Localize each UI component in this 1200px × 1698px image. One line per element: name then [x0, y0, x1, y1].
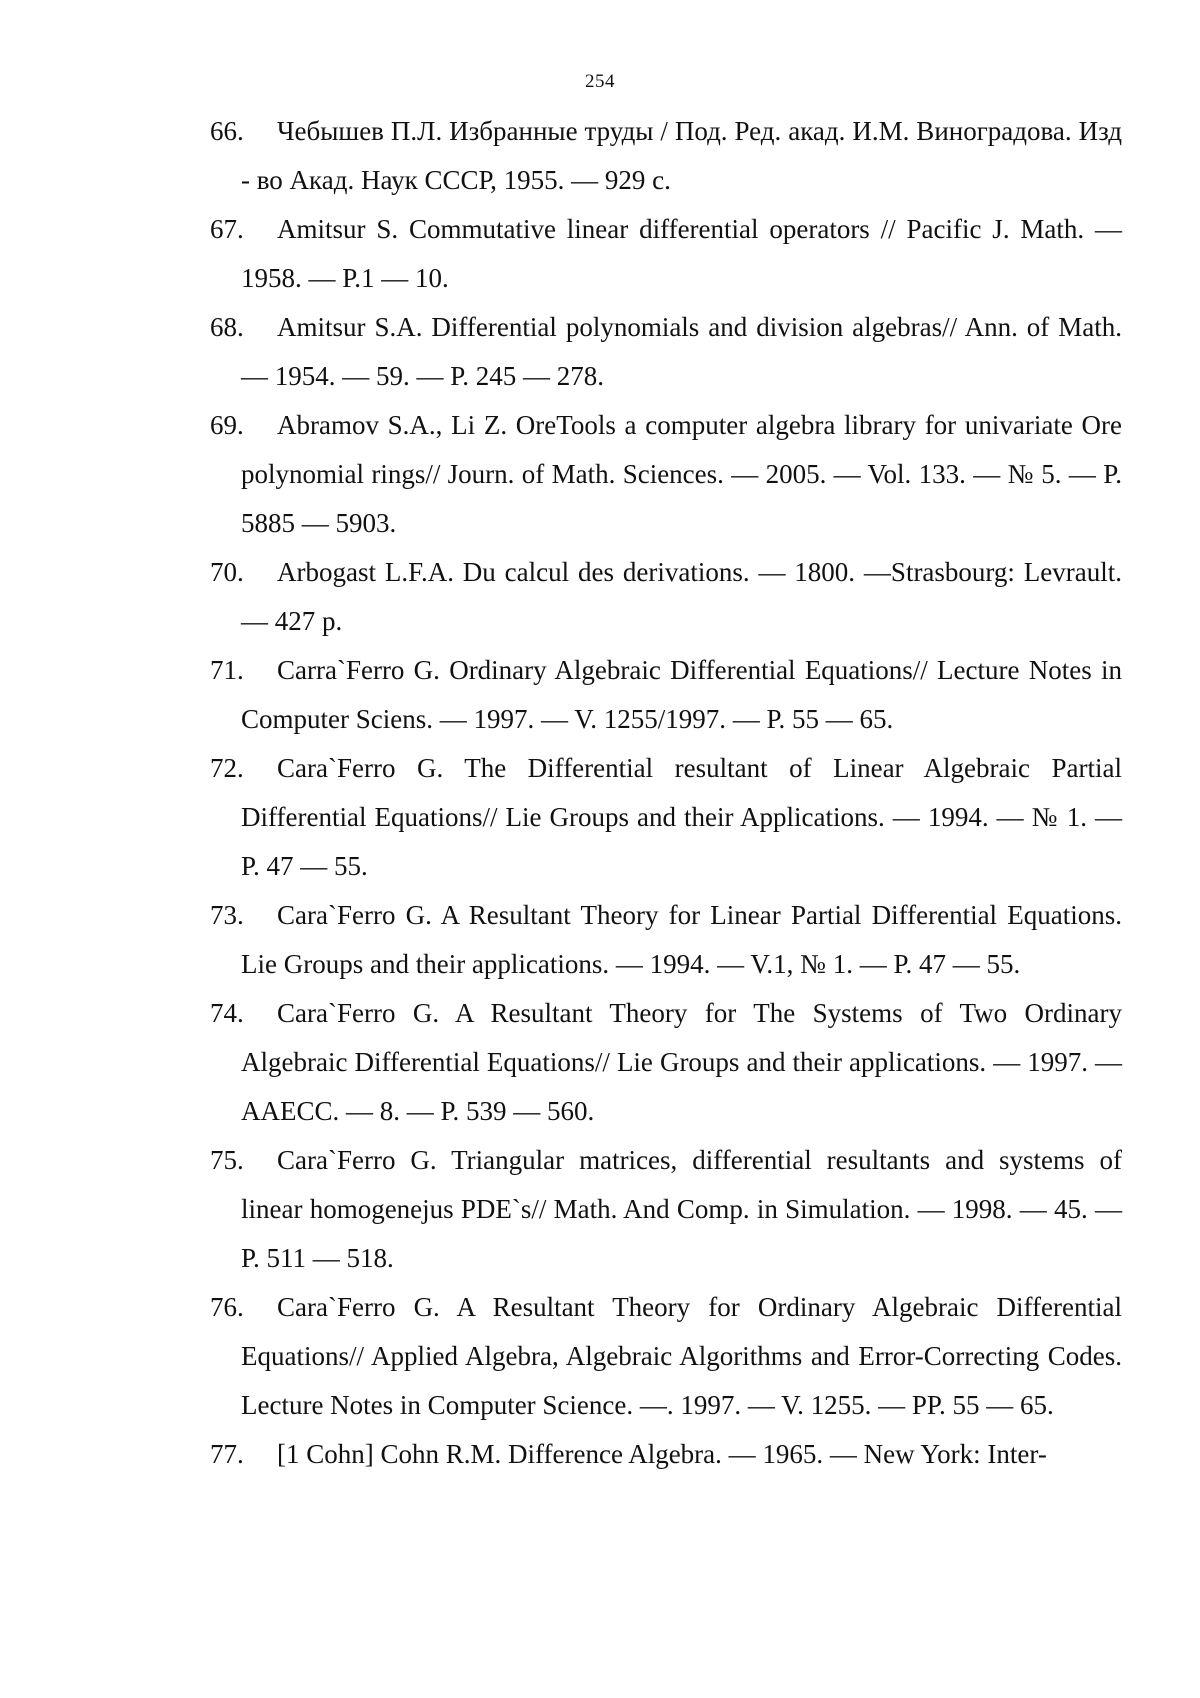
reference-text: Cara`Ferro G. A Resultant Theory for The Systems of Two Ordinary Algebraic Differential Equations// Lie Groups and their applications. — 1997. — AAECC. — 8. — P. 539 — 560. — [241, 998, 1122, 1126]
reference-text: Carra`Ferro G. Ordinary Algebraic Differential Equations// Lecture Notes in Computer Sciens. — 1997. — V. 1255/1997. — P. 55 — 65. — [241, 655, 1122, 734]
reference-item — [210, 1430, 1122, 1479]
reference-text: [1 Cohn] Cohn R.M. Difference Algebra. — 1965. — New York: Inter- — [277, 1439, 1047, 1469]
reference-text: Cara`Ferro G. A Resultant Theory for Ordinary Algebraic Differential Equations// Applied Algebra, Algebraic Algorithms and Error-Correcting Codes. Lecture Notes in Computer Science. —. 1997. — V. 1255. — PP. 55 — 65. — [241, 1292, 1122, 1420]
reference-item — [210, 891, 1122, 989]
reference-text: Amitsur S.A. Differential polynomials and division algebras// Ann. of Math. — 1954. — 59. — P. 245 — 278. — [241, 312, 1122, 391]
reference-number: 76. — [210, 1292, 244, 1322]
reference-text: Чебышев П.Л. Избранные труды / Под. Ред. акад. И.М. Виноградова. Изд - во Акад. Наук СССР, 1955. — 929 с. — [241, 116, 1122, 195]
reference-number: 70. — [210, 557, 244, 587]
reference-text: Abramov S.A., Li Z. OreTools a computer algebra library for univariate Ore polynomial rings// Journ. of Math. Sciences. — 2005. — Vol. 133. — № 5. — P. 5885 — 5903. — [241, 410, 1122, 538]
reference-item — [210, 989, 1122, 1136]
page-number: 254 — [585, 71, 615, 92]
reference-number: 77. — [210, 1439, 244, 1469]
reference-item — [210, 646, 1122, 744]
reference-text: Amitsur S. Commutative linear differential operators // Pacific J. Math. — 1958. — P.1 — 10. — [241, 214, 1122, 293]
reference-list — [210, 107, 1122, 1479]
reference-item — [210, 401, 1122, 548]
reference-number: 72. — [210, 753, 244, 783]
reference-number: 68. — [210, 312, 244, 342]
reference-number: 73. — [210, 900, 244, 930]
reference-text: Arbogast L.F.A. Du calcul des derivations. — 1800. —Strasbourg: Levrault. — 427 p. — [241, 557, 1122, 636]
reference-item — [210, 303, 1122, 401]
reference-number: 75. — [210, 1145, 244, 1175]
reference-number: 69. — [210, 410, 244, 440]
reference-number: 66. — [210, 116, 244, 146]
reference-item — [210, 548, 1122, 646]
reference-text: Cara`Ferro G. The Differential resultant of Linear Algebraic Partial Differential Equations// Lie Groups and their Applications. — 1994. — № 1. — P. 47 — 55. — [241, 753, 1122, 881]
reference-item — [210, 107, 1122, 205]
reference-number: 74. — [210, 998, 244, 1028]
reference-text: Cara`Ferro G. A Resultant Theory for Linear Partial Differential Equations. Lie Groups and their applications. — 1994. — V.1, № 1. — P. 47 — 55. — [241, 900, 1122, 979]
reference-number: 67. — [210, 214, 244, 244]
reference-item — [210, 744, 1122, 891]
reference-item — [210, 1283, 1122, 1430]
reference-text: Cara`Ferro G. Triangular matrices, differential resultants and systems of linear homogenejus PDE`s// Math. And Comp. in Simulation. — 1998. — 45. — P. 511 — 518. — [241, 1145, 1122, 1273]
reference-item — [210, 205, 1122, 303]
reference-item — [210, 1136, 1122, 1283]
reference-number: 71. — [210, 655, 244, 685]
